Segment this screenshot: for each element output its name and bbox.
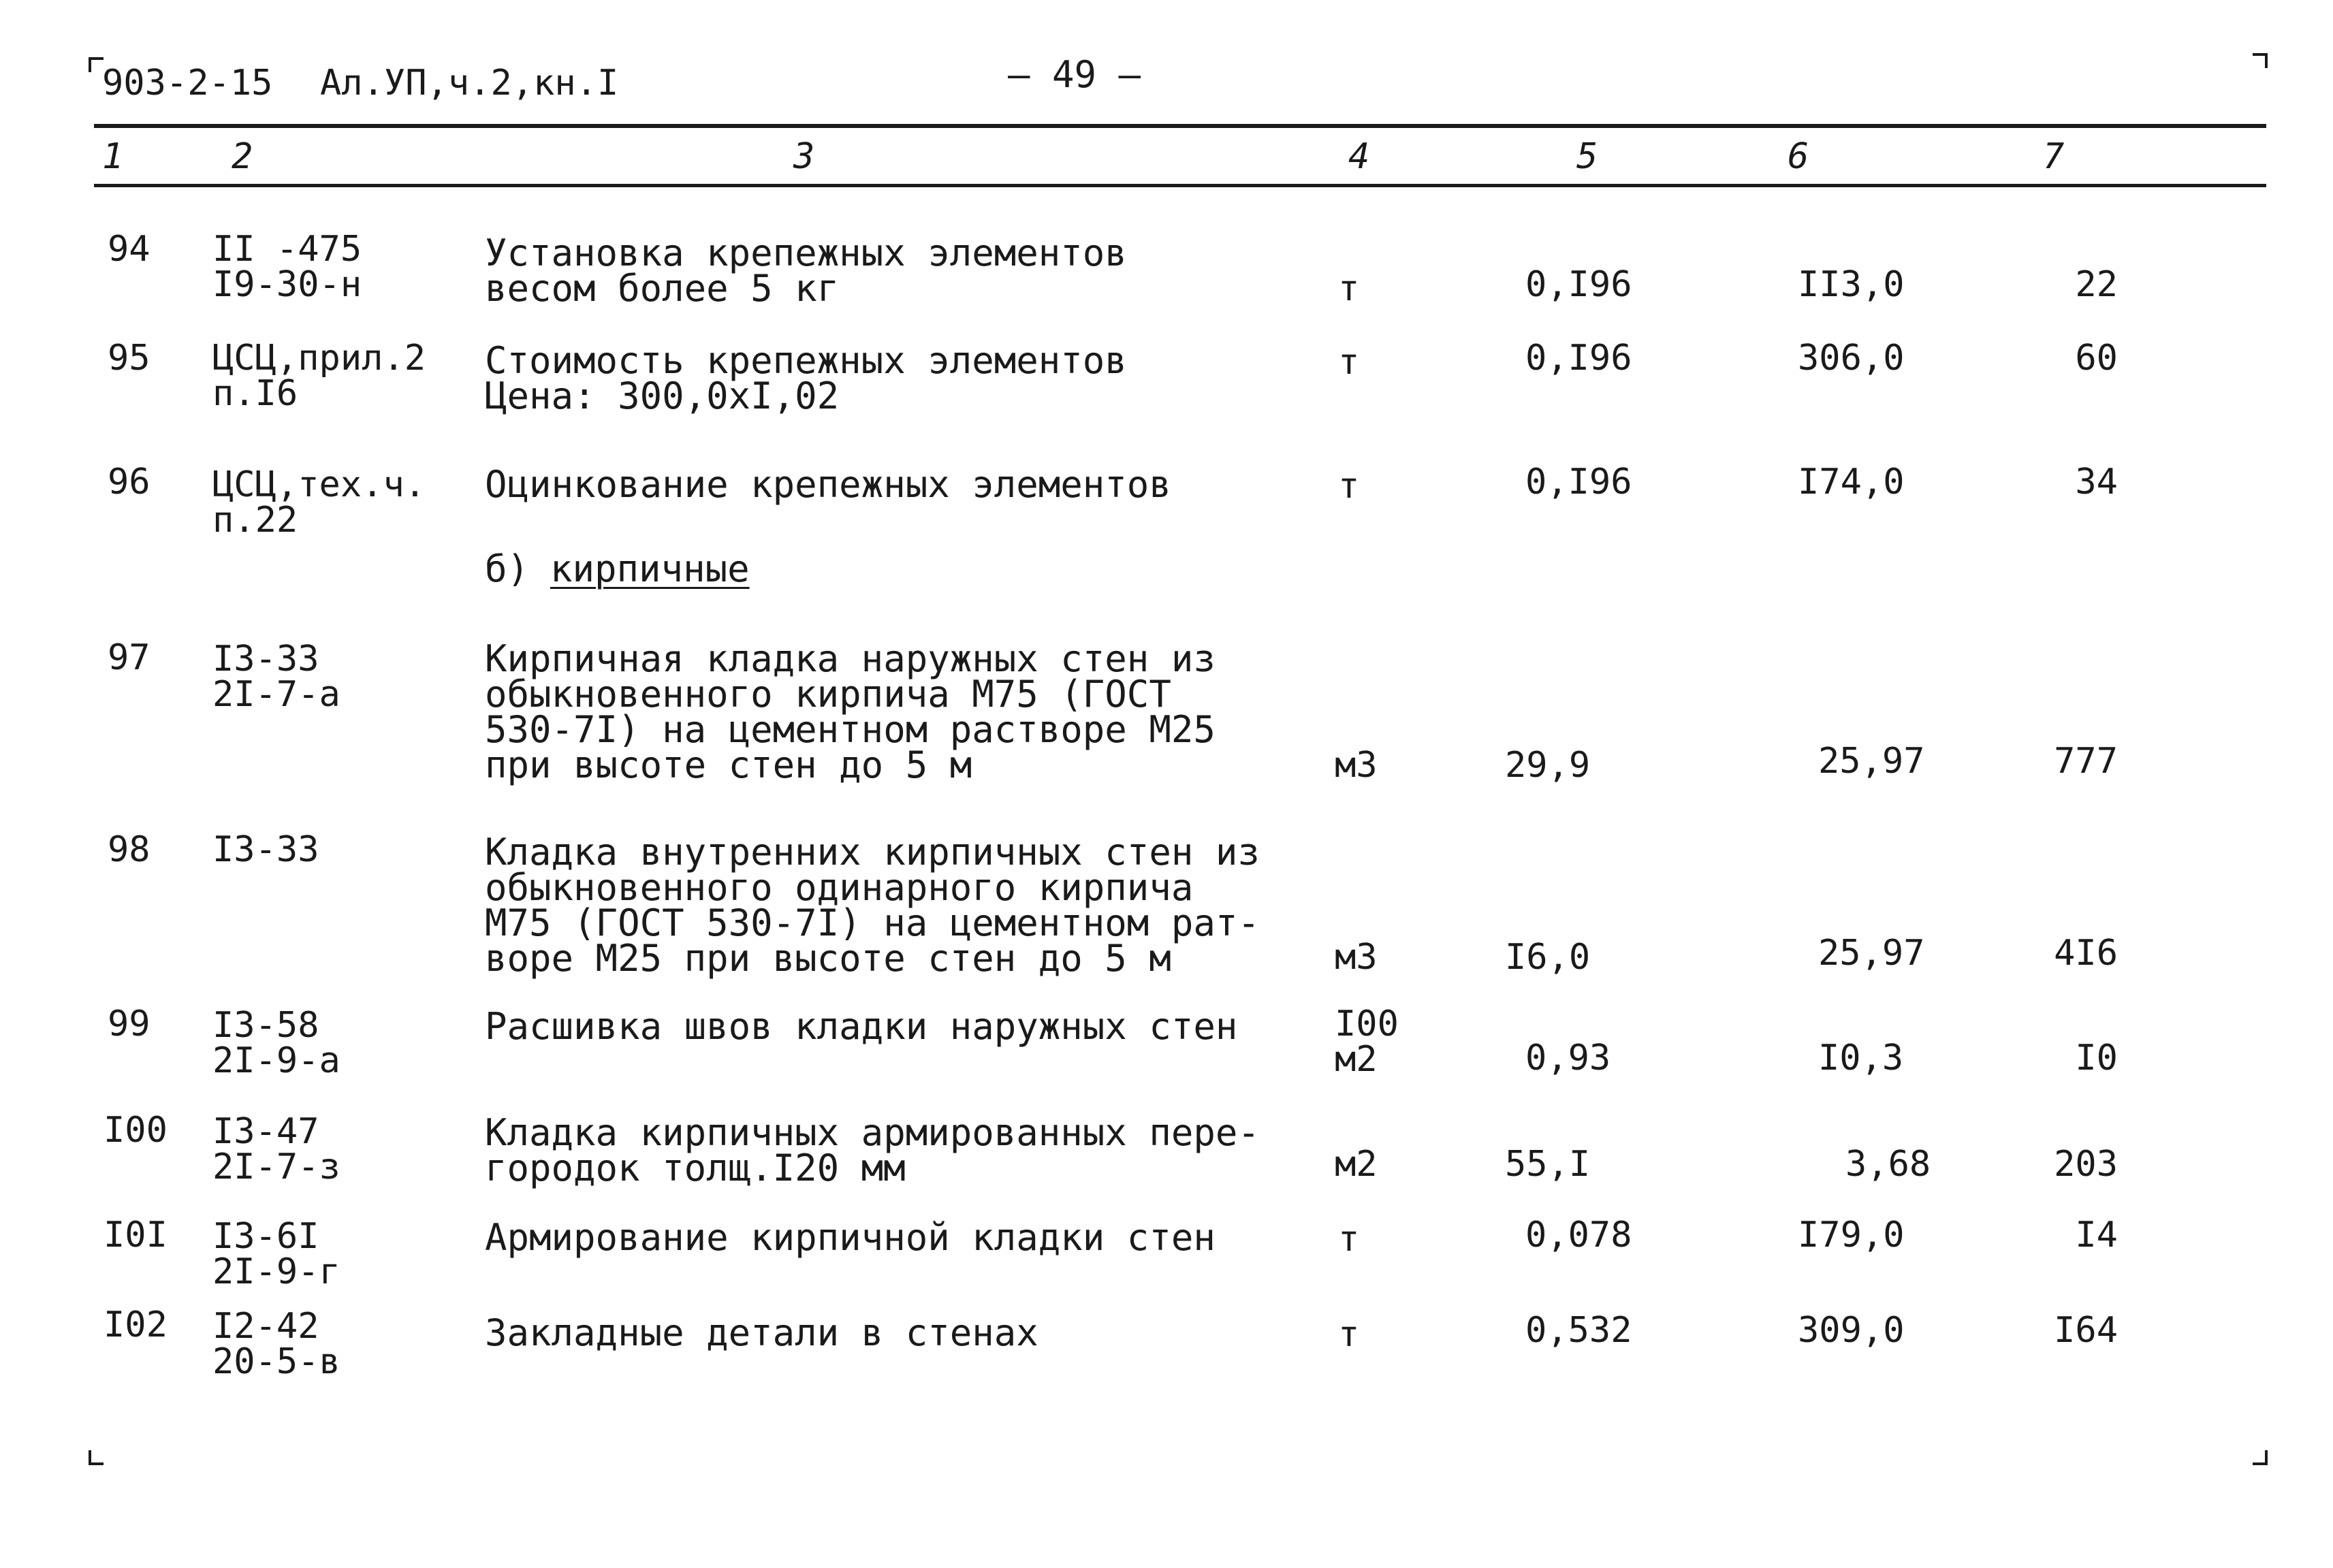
total-cost: 4I6 xyxy=(2054,933,2118,974)
description-line: Армирование кирпичной кладки стен xyxy=(485,1216,1216,1259)
norm-reference: ЦСЦ,тех.ч. xyxy=(212,464,426,505)
column-header-3: 3 xyxy=(793,136,815,177)
quantity: 0,I96 xyxy=(1525,338,1632,379)
unit: м2 xyxy=(1335,1144,1378,1185)
row-number: 99 xyxy=(108,1004,150,1044)
section-prefix: б) xyxy=(485,547,530,590)
quantity: 0,I96 xyxy=(1525,462,1632,502)
total-cost: 777 xyxy=(2054,741,2118,782)
norm-reference: I3-6I xyxy=(212,1216,319,1257)
quantity: 0,93 xyxy=(1525,1038,1611,1078)
column-header-7: 7 xyxy=(2043,136,2065,177)
unit: т xyxy=(1338,1314,1360,1355)
column-header-1: 1 xyxy=(102,136,124,177)
description-line: городок толщ.I20 мм xyxy=(485,1147,906,1189)
unit-secondary: м2 xyxy=(1335,1039,1378,1080)
description-line: Оцинкование крепежных элементов xyxy=(485,463,1171,506)
total-cost: I0 xyxy=(2075,1038,2118,1078)
norm-reference-sub: 20-5-в xyxy=(212,1341,340,1382)
description-line: обыкновенного одинарного кирпича xyxy=(485,866,1194,909)
column-header-6: 6 xyxy=(1788,136,1809,177)
row-number: I0I xyxy=(104,1215,168,1255)
description-line: Кирпичная кладка наружных стен из xyxy=(485,637,1216,680)
row-number: 94 xyxy=(108,229,150,270)
unit: т xyxy=(1338,342,1360,383)
description-line: Кладка внутренних кирпичных стен из xyxy=(485,831,1260,874)
row-number: 96 xyxy=(108,462,150,502)
row-number: 98 xyxy=(108,829,150,870)
quantity: 29,9 xyxy=(1505,745,1591,786)
header-rule-top xyxy=(94,124,2266,128)
quantity: 0,078 xyxy=(1525,1215,1632,1255)
unit: т xyxy=(1338,268,1360,309)
total-cost: 22 xyxy=(2075,264,2118,305)
norm-reference: I2-42 xyxy=(212,1306,319,1347)
unit-price: 3,68 xyxy=(1845,1144,1931,1185)
quantity: I6,0 xyxy=(1505,937,1591,978)
total-cost: I64 xyxy=(2054,1310,2118,1351)
row-number: I00 xyxy=(104,1110,168,1151)
norm-reference: II -475 xyxy=(212,229,362,270)
corner-mark-top-left xyxy=(89,57,104,72)
unit-price: 306,0 xyxy=(1798,338,1905,379)
description-line: М75 (ГОСТ 530-7I) на цементном рат- xyxy=(485,901,1260,944)
norm-reference-sub: 2I-7-а xyxy=(212,674,340,715)
album-reference: Ал.УП,ч.2,кн.I xyxy=(320,63,619,103)
unit: I00 xyxy=(1335,1004,1399,1044)
description-line: Закладные детали в стенах xyxy=(485,1311,1038,1354)
total-cost: 203 xyxy=(2054,1144,2118,1185)
column-header-2: 2 xyxy=(232,136,253,177)
norm-reference: I3-47 xyxy=(212,1111,319,1152)
description-line: при высоте стен до 5 м xyxy=(485,743,972,786)
description-line: Стоимость крепежных элементов xyxy=(485,339,1127,382)
unit: м3 xyxy=(1335,937,1378,978)
total-cost: 60 xyxy=(2075,338,2118,379)
norm-reference-sub: 2I-7-з xyxy=(212,1147,340,1187)
norm-reference-sub: п.I6 xyxy=(212,373,298,414)
page-number: — 49 — xyxy=(1008,53,1141,96)
header-rule-bottom xyxy=(94,184,2266,187)
description-line: воре М25 при высоте стен до 5 м xyxy=(485,937,1171,980)
section-title: кирпичные xyxy=(550,547,750,590)
row-number: 97 xyxy=(108,637,150,678)
unit: т xyxy=(1338,1219,1360,1260)
norm-reference: I3-58 xyxy=(212,1005,319,1046)
norm-reference-sub: 2I-9-г xyxy=(212,1251,340,1292)
unit: т xyxy=(1338,466,1360,507)
norm-reference-sub: I9-30-н xyxy=(212,264,362,305)
row-number: I02 xyxy=(104,1305,168,1345)
quantity: 55,I xyxy=(1505,1144,1591,1185)
document-code: 903-2-15 xyxy=(102,63,273,103)
norm-reference: I3-33 xyxy=(212,639,319,679)
description-line: Кладка кирпичных армированных пере- xyxy=(485,1111,1260,1154)
norm-reference-sub: п.22 xyxy=(212,500,298,541)
column-header-4: 4 xyxy=(1348,136,1370,177)
corner-mark-top-right xyxy=(2253,53,2268,68)
unit-price: I79,0 xyxy=(1798,1215,1905,1255)
total-cost: 34 xyxy=(2075,462,2118,502)
description-line: обыкновенного кирпича М75 (ГОСТ xyxy=(485,673,1171,716)
quantity: 0,I96 xyxy=(1525,264,1632,305)
corner-mark-bottom-left xyxy=(89,1450,104,1465)
quantity: 0,532 xyxy=(1525,1310,1632,1351)
norm-reference: ЦСЦ,прил.2 xyxy=(212,338,426,379)
total-cost: I4 xyxy=(2075,1215,2118,1255)
unit-price: 25,97 xyxy=(1818,741,1925,782)
norm-reference: I3-33 xyxy=(212,829,319,870)
unit-price: I0,3 xyxy=(1818,1038,1904,1078)
corner-mark-bottom-right xyxy=(2253,1450,2268,1465)
description-line: Цена: 300,0хI,02 xyxy=(485,374,840,417)
column-header-5: 5 xyxy=(1576,136,1598,177)
description-line: весом более 5 кг xyxy=(485,267,840,310)
norm-reference-sub: 2I-9-а xyxy=(212,1040,340,1081)
unit-price: 309,0 xyxy=(1798,1310,1905,1351)
row-number: 95 xyxy=(108,338,150,379)
unit: м3 xyxy=(1335,745,1378,786)
unit-price: II3,0 xyxy=(1798,264,1905,305)
unit-price: 25,97 xyxy=(1818,933,1925,974)
unit-price: I74,0 xyxy=(1798,462,1905,502)
description-line: Установка крепежных элементов xyxy=(485,231,1127,274)
description-line: 530-7I) на цементном растворе М25 xyxy=(485,708,1216,751)
description-line: Расшивка швов кладки наружных стен xyxy=(485,1005,1238,1048)
